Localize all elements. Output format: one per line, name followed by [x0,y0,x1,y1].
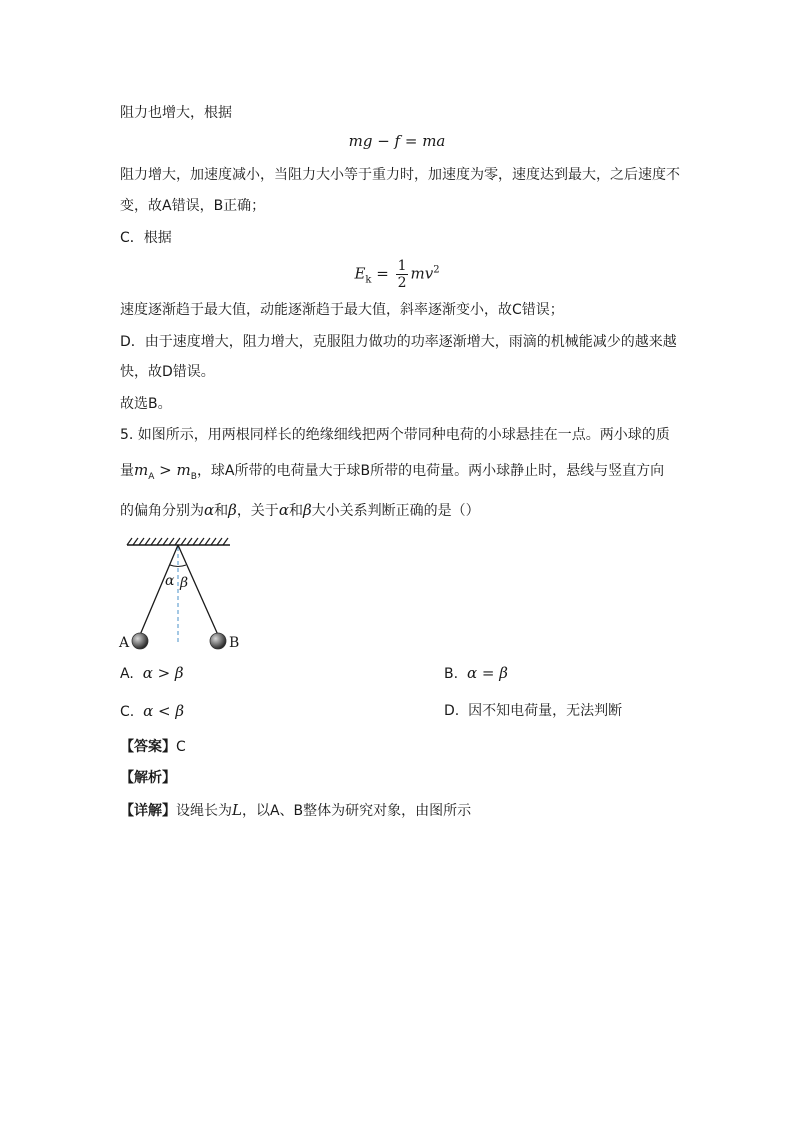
eq-superscript: 2 [433,264,440,276]
option-c [120,701,184,722]
ball-a-label: A [119,635,130,651]
text-line: D．由于速度增大，阻力增大，克服阻力做功的功率逐渐增大，雨滴的机械能减少的越来越 [120,334,677,350]
eq-denominator: 2 [397,275,407,291]
text-line: 阻力增大，加速度减小，当阻力大小等于重力时，加速度为零，速度达到最大，之后速度不 [120,167,680,183]
math-symbol: α [204,501,215,519]
math-symbol: L [232,801,242,819]
option-letter: C. [120,704,135,720]
alpha-label: α [165,573,175,589]
option-a [120,663,184,684]
option-b [444,663,508,684]
math-operator: > [154,461,177,479]
math-symbol: m [176,461,191,479]
option-letter: A. [120,666,134,682]
text-span: 设绳长为 [176,803,232,819]
eq-fraction [396,258,409,291]
ball-a [132,633,148,649]
option-text: α < β [143,702,185,720]
detail-line [120,800,471,821]
question-text: 5. 如图所示，用两根同样长的绝缘细线把两个带同种电荷的小球悬挂在一点。两小球的质 [120,427,670,443]
answer-label: 【答案】 [120,739,176,755]
option-text: α > β [142,664,184,682]
ceiling-hatch [127,538,228,545]
option-d [444,701,622,721]
math-symbol: β [228,501,237,519]
text-span: 和 [288,503,303,519]
option-letter: D. [444,703,460,719]
eq-symbol: E [354,264,366,283]
text-span: 大小关系判断正确的是（） [311,503,480,519]
detail-label: 【详解】 [120,803,176,819]
text-span: 的偏角分别为 [120,503,204,519]
text-line: 阻力也增大，根据 [120,105,232,121]
option-text: 因不知电荷量，无法判断 [468,703,623,719]
beta-label: β [180,575,189,591]
text-line: 变，故A错误，B正确； [120,198,266,214]
text-line: C．根据 [120,230,172,246]
text-span: ，关于 [236,503,279,519]
text-line: 快，故D错误。 [120,364,215,380]
math-symbol: α [278,501,289,519]
math-symbol: β [302,501,312,519]
text-line: 速度逐渐趋于最大值，动能逐渐趋于最大值，斜率逐渐变小，故C错误； [120,302,564,318]
question-text [120,500,480,521]
text-span: ，以A、B整体为研究对象，由图所示 [241,803,472,819]
question-text [120,460,664,487]
text-span: 和 [214,503,229,519]
eq-subscript: k [365,274,372,286]
pendulum-figure [115,535,245,655]
option-letter: B. [444,666,459,682]
ball-b-label: B [229,635,240,651]
eq-symbol: mv [410,264,434,283]
equation-kinetic-energy [0,258,794,291]
math-subscript: A [148,471,155,482]
string-a [140,545,178,635]
analysis-label: 【解析】 [120,770,176,786]
answer-line [120,737,186,757]
eq-equals: = [371,264,394,283]
text-span: ，球A所带的电荷量大于球B所带的电荷量。两小球静止时，悬线与竖直方向 [196,463,665,479]
equation-newton: mg − f = ma [348,132,446,150]
angle-arc [170,565,186,567]
eq-numerator: 1 [397,258,407,274]
option-text: α = β [466,664,508,682]
text-span: 量 [120,463,134,479]
answer-value: C [176,739,186,755]
text-line: 故选B。 [120,396,172,412]
ball-b [210,633,226,649]
math-subscript: B [190,471,197,482]
math-symbol: m [134,461,149,479]
